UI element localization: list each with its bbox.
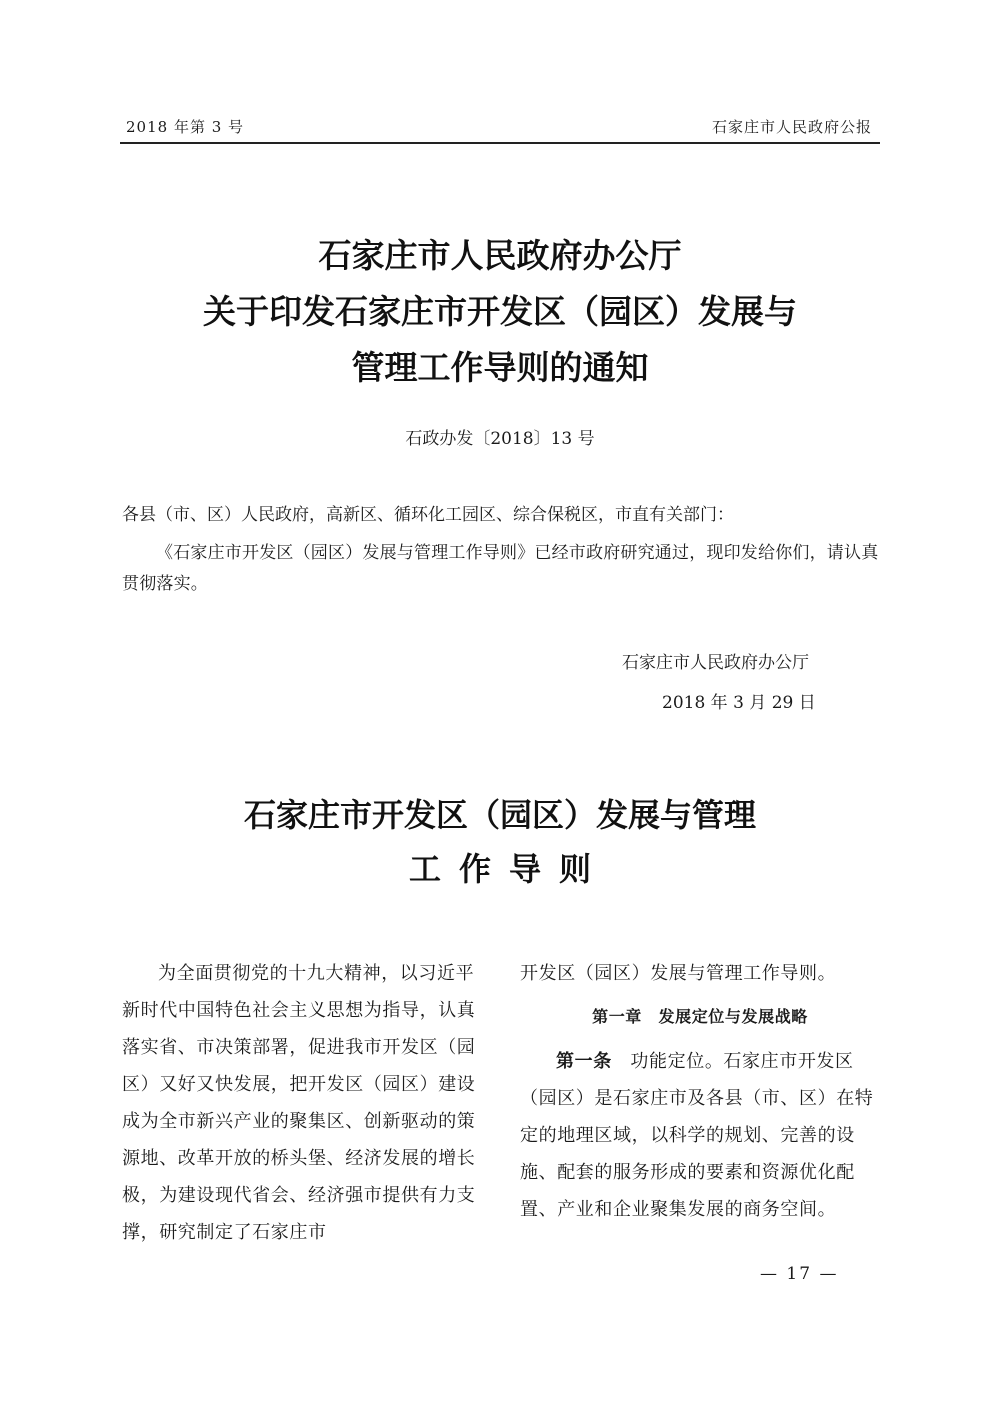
notice-title-line-3: 管理工作导则的通知 <box>351 348 649 387</box>
intro-paragraph-continued: 开发区（园区）发展与管理工作导则。 <box>520 963 837 984</box>
issue-number: 2018 年第 3 号 <box>126 118 245 136</box>
journal-name: 石家庄市人民政府公报 <box>711 118 872 136</box>
guideline-title-line-1: 石家庄市开发区（园区）发展与管理 <box>243 796 756 834</box>
right-column <box>520 955 880 1228</box>
notice-title-line-2: 关于印发石家庄市开发区（园区）发展与 <box>203 292 797 331</box>
guideline-title <box>120 788 880 896</box>
article-1-label: 第一条 <box>556 1051 612 1072</box>
addressee: 各县（市、区）人民政府，高新区、循环化工园区、综合保税区，市直有关部门： <box>122 505 734 525</box>
chapter-heading: 第一章 发展定位与发展战略 <box>592 1007 808 1026</box>
left-column <box>122 955 482 1251</box>
signature-org: 石家庄市人民政府办公厅 <box>622 653 809 673</box>
article-1 <box>520 1043 880 1228</box>
intro-paragraph: 为全面贯彻党的十九大精神，以习近平新时代中国特色社会主义思想为指导，认真落实省、市决策部署，促进我市开发区（园区）又好又快发展，把开发区（园区）建设成为全市新兴产业的聚集区、创新驱动的策源地、改革开放的桥头堡、经济发展的增长极，为建设现代省会、经济强市提供有力支撑，研究制定了石家庄市 <box>122 963 476 1243</box>
article-1-text: 功能定位。石家庄市开发区（园区）是石家庄市及各县（市、区）在特定的地理区域，以科学的规划、完善的设施、配套的服务形成的要素和资源优化配置、产业和企业聚集发展的商务空间。 <box>520 1051 874 1220</box>
notice-body: 《石家庄市开发区（园区）发展与管理工作导则》已经市政府研究通过，现印发给你们，请认真贯彻落实。 <box>122 543 879 594</box>
signature-date: 2018 年 3 月 29 日 <box>662 693 816 713</box>
notice-title <box>120 228 880 396</box>
guideline-title-line-2: 工作导则 <box>408 850 609 888</box>
page-number: — 17 — <box>760 1264 839 1284</box>
document-number: 石政办发〔2018〕13 号 <box>405 429 595 449</box>
notice-title-line-1: 石家庄市人民政府办公厅 <box>318 236 682 275</box>
page-header <box>120 112 880 144</box>
